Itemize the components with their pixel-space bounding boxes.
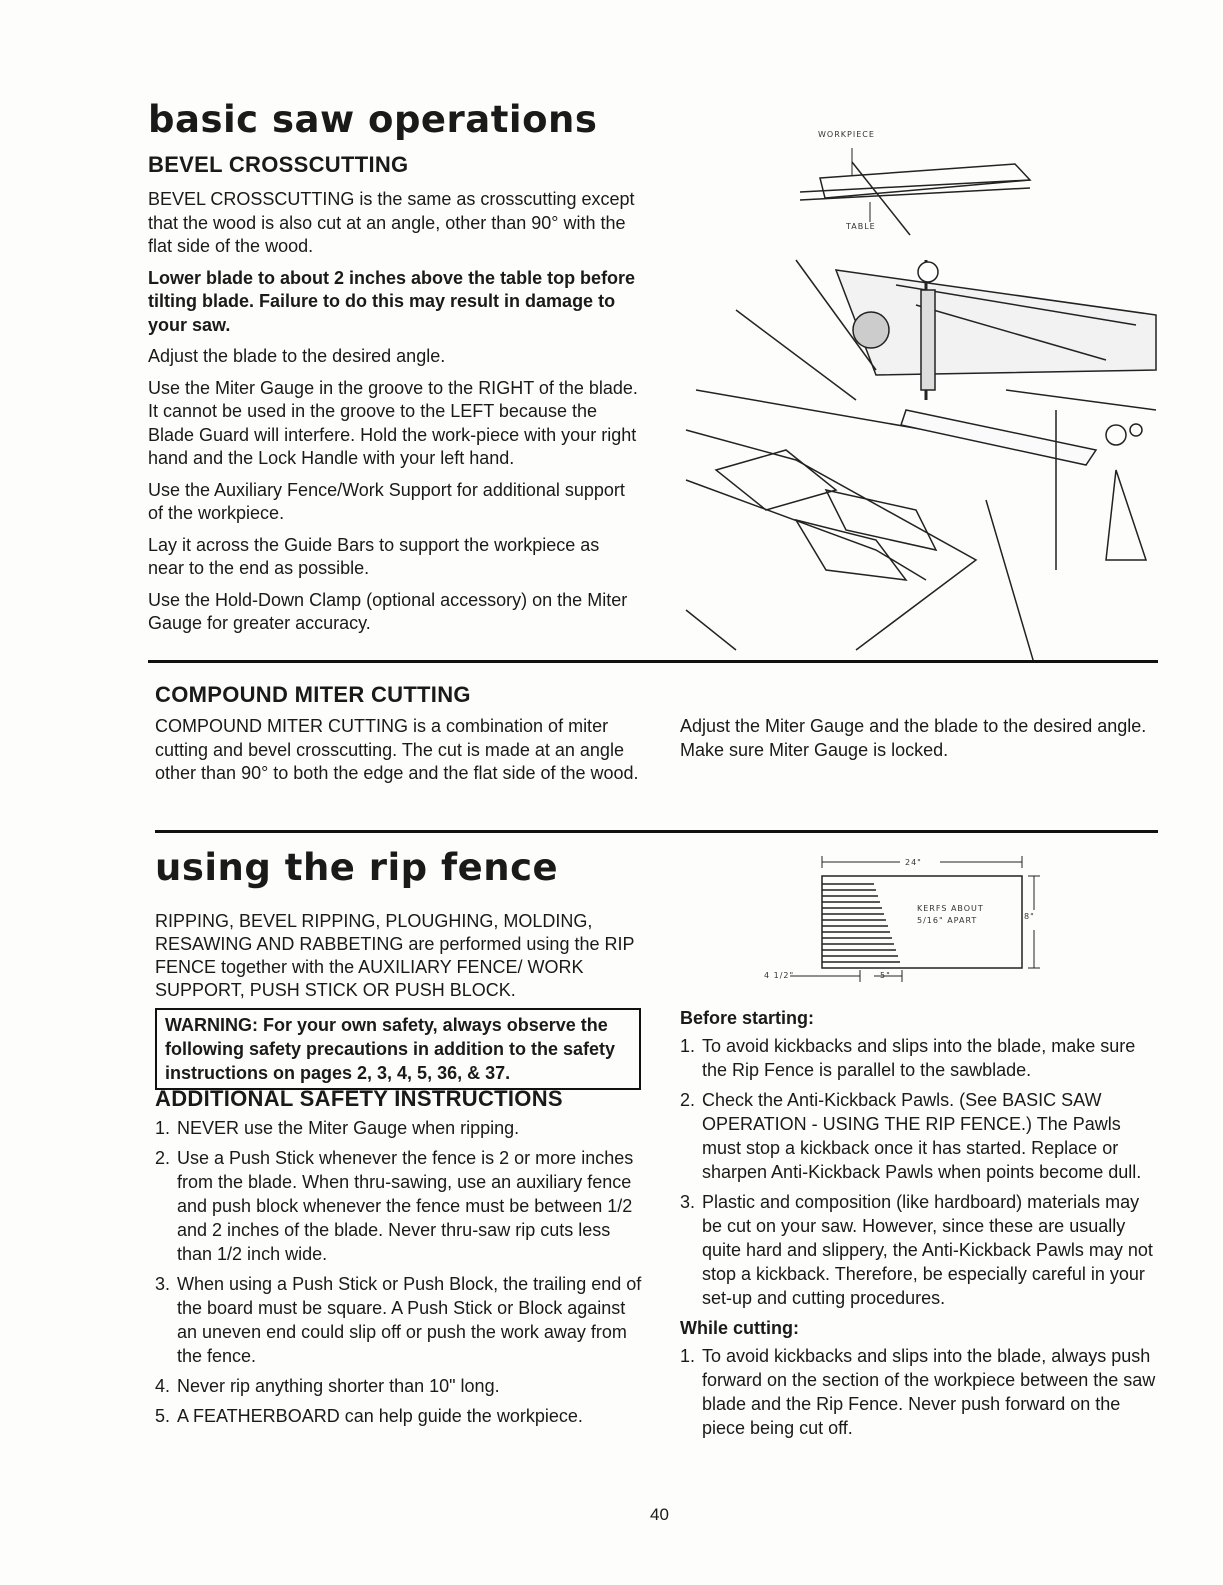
compound-miter-text: COMPOUND MITER CUTTING is a combination of miter cutting and bevel crosscutting. The cut is made at an angle other than 90° to both the edge and the flat side of the wood. [155, 716, 639, 783]
section-title-bevel-crosscutting: BEVEL CROSSCUTTING [148, 152, 409, 177]
safety-instructions-title: ADDITIONAL SAFETY INSTRUCTIONS [155, 1086, 563, 1111]
list-item: 2. Use a Push Stick whenever the fence is 2 or more inches from the blade. When thru-sawing, use an auxiliary fence and push block whenever the fence must be between 1/2 and 2 inches of the blade. Never thru-saw rip cuts less than 1/2 inch wide. [155, 1148, 634, 1264]
list-item: 2. Check the Anti-Kickback Pawls. (See BASIC SAW OPERATION - USING THE RIP FENCE.) The Pawls must stop a kickback once it has started. Replace or sharpen Anti-Kickback Pawls when points become dull. [680, 1090, 1142, 1182]
left-offset-label: 4 1/2" [764, 971, 795, 980]
page-number: 40 [650, 1505, 669, 1524]
compound-miter-adjust-text: Adjust the Miter Gauge and the blade to the desired angle. Make sure Miter Gauge is locked. [680, 716, 1147, 760]
kerfs-label-2: 5/16" APART [917, 916, 978, 925]
while-cutting-list [680, 1344, 1160, 1440]
safety-list [155, 1116, 642, 1434]
paragraph: Use the Hold-Down Clamp (optional accessory) on the Miter Gauge for greater accuracy. [148, 589, 628, 633]
list-item: 4. Never rip anything shorter than 10" long. [155, 1376, 500, 1396]
paragraph: Lay it across the Guide Bars to support the workpiece as near to the end as possible. [148, 534, 600, 578]
section-divider [148, 660, 1158, 663]
height-label: 8" [1024, 912, 1035, 921]
list-item: 1. To avoid kickbacks and slips into the blade, always push forward on the section of the workpiece between the saw blade and the Rip Fence. Never push forward on the piece being cut off. [680, 1346, 1156, 1438]
bevel-crosscutting-body [148, 188, 638, 644]
bevel-diagram [790, 140, 1050, 240]
section-title-compound-miter: COMPOUND MITER CUTTING [155, 682, 471, 707]
rip-right-column [680, 1006, 1160, 1446]
spacing-label: 5" [880, 971, 891, 980]
warning-box: WARNING: For your own safety, always observe the following safety precautions in addition to the safety instructions on pages 2, 3, 4, 5, 36, & 37. [155, 1008, 641, 1090]
list-item: 1. To avoid kickbacks and slips into the blade, make sure the Rip Fence is parallel to the sawblade. [680, 1036, 1136, 1080]
caution-paragraph: Lower blade to about 2 inches above the table top before tilting blade. Failure to do this may result in damage to your saw. [148, 267, 636, 335]
list-item: 1. NEVER use the Miter Gauge when ripping. [155, 1118, 520, 1138]
kerfs-label-1: KERFS ABOUT [917, 904, 984, 913]
list-item: 5. A FEATHERBOARD can help guide the workpiece. [155, 1406, 583, 1426]
list-item: 3. Plastic and composition (like hardboard) materials may be cut on your saw. However, since these are usually quite hard and slippery, the Anti-Kickback Pawls may not stop a kickback. Therefore, be especially careful in your set-up and cutting procedures. [680, 1192, 1153, 1308]
section-divider [155, 830, 1158, 833]
paragraph: Adjust the blade to the desired angle. [148, 346, 446, 366]
rip-fence-intro: RIPPING, BEVEL RIPPING, PLOUGHING, MOLDING, RESAWING AND RABBETING are performed using the RIP FENCE together with the AUXILIARY FENCE/ WORK SUPPORT, PUSH STICK OR PUSH BLOCK. [155, 911, 635, 1000]
paragraph: Use the Auxiliary Fence/Work Support for additional support of the workpiece. [148, 479, 625, 523]
while-cutting-heading: While cutting: [680, 1318, 799, 1338]
table-label: TABLE [846, 222, 876, 231]
rip-fence-title: using the rip fence [155, 846, 559, 889]
paragraph: BEVEL CROSSCUTTING is the same as crosscutting except that the wood is also cut at an angle, other than 90° with the flat side of the wood. [148, 189, 635, 256]
paragraph: Use the Miter Gauge in the groove to the RIGHT of the blade. It cannot be used in the groove to the LEFT because the Blade Guard will interfere. Hold the work-piece with your right hand and the Lock Handle with your left hand. [148, 377, 638, 468]
before-starting-heading: Before starting: [680, 1008, 815, 1028]
before-starting-list [680, 1034, 1160, 1310]
workpiece-label: WORKPIECE [818, 130, 875, 139]
saw-illustration [676, 250, 1176, 660]
page-title: basic saw operations [148, 98, 598, 141]
width-label: 24" [905, 858, 922, 867]
kerf-diagram [760, 850, 1050, 990]
list-item: 3. When using a Push Stick or Push Block, the trailing end of the board must be square. A Push Stick or Block against an uneven end could slip off or push the work away from the fence. [155, 1274, 642, 1366]
